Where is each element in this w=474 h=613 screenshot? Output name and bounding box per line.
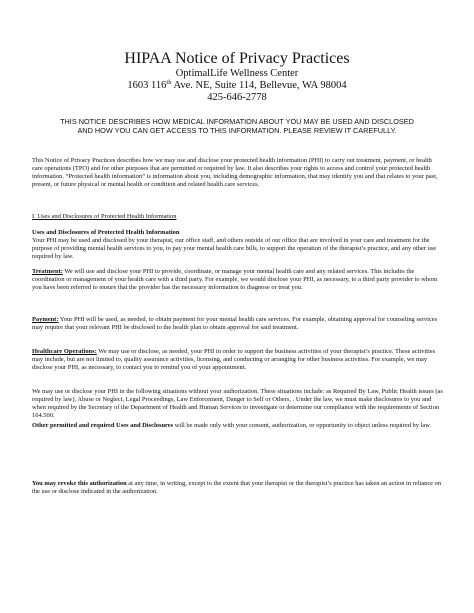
- payment-body: Your PHI will be used, as needed, to obtain payment for your mental health care services. For example, obtaining approval for counseling services may require that your relevant PHI be disclosed to the health plan to obtain approval for said treatment.: [32, 316, 438, 331]
- organization-address: [0, 80, 474, 92]
- organization-name: OptimalLife Wellness Center: [175, 68, 299, 79]
- document-title: HIPAA Notice of Privacy Practices: [124, 50, 350, 67]
- payment-paragraph: [32, 316, 444, 332]
- other-uses-body: will be made only with your consent, authorization, or opportunity to object unless required by law.: [173, 422, 432, 429]
- uses-body: Your PHI may be used and disclosed by your therapist, our office staff, and others outside of our office that are involved in your care and treatment for the purpose of providing mental health services to you, to pay your mental health care bills, to support the operation of the therapist’s practice, and any other use required by law.: [32, 236, 437, 260]
- payment-label: Payment:: [32, 316, 59, 323]
- treatment-label: Treatment:: [32, 268, 63, 275]
- uses-heading: Uses and Disclosures of Protected Health Information: [32, 229, 180, 236]
- revoke-body: at any time, in writing, except to the extent that your therapist or the therapist’s practice has taken an action in reliance on the use or disclose indicated in the authorization.: [32, 480, 442, 495]
- intro-paragraph: This Notice of Privacy Practices describes how we may use and disclose your protected health information (PHI) to carry out treatment, payment, or health care operations (TPO) and for other purposes that are permitted or required by law. It also describes your rights to access and control your protected health information. “Protected health information” is information about you, including demographic information, that may identify you and that relates to your past, present, or future physical or mental health or condition and related health care services.: [32, 157, 438, 188]
- situations-paragraph: We may use or disclose your PHI in the following situations without your authorization. These situations include: as Required By Law, Public Health issues (as required by law), Abuse or Neglect, Legal Proceedings, Law Enforcement, Danger to Self or Others, . Under the law, we must make disclosures to you and when required by the Secretary of the Department of Health and Human Services to investigate or determine our compliance with the requirements of Section 164.500.: [32, 388, 443, 419]
- treatment-paragraph: [32, 268, 444, 292]
- uses-paragraph: [32, 229, 444, 261]
- organization-phone: 425-646-2778: [207, 92, 267, 103]
- other-uses-label: Other permitted and required Uses and Disclosures: [32, 422, 174, 429]
- operations-body: We may use or disclose, as needed, your PHI in order to support the business activities of your therapist’s practice. These activities may include, but are not limited to, quality assurance activities, licensing, and conducting or arranging for other business activities. For example, we may disclose your PHI, as necessary, to contact you to remind you of your appointment.: [32, 348, 436, 371]
- operations-paragraph: [32, 348, 444, 372]
- address-ordinal-suffix: th: [166, 79, 172, 86]
- notice-statement: THIS NOTICE DESCRIBES HOW MEDICAL INFORMATION ABOUT YOU MAY BE USED AND DISCLOSED AND HOW YOU CAN GET ACCESS TO THIS INFORMATION. PLEASE REVIEW IT CAREFULLY.: [60, 117, 414, 136]
- revoke-label: You may revoke this authorization: [32, 480, 127, 487]
- treatment-body: We will use and disclose your PHI to provide, coordinate, or manage your mental health care and any related services. This includes the coordination or management of your health care with a third party. For example, we would disclose your PHI, as necessary, to a third party provider to whom you have been referred to ensure that the provider has the necessary information to diagnose or treat you.: [32, 268, 438, 291]
- revoke-paragraph: [32, 480, 444, 496]
- section-heading: I. Uses and Disclosures of Protected Health Information: [32, 213, 177, 220]
- address-number: 1603 116: [127, 80, 167, 91]
- other-uses-paragraph: [32, 422, 444, 430]
- operations-label: Healthcare Operations:: [32, 348, 97, 355]
- address-street: Ave. NE, Suite 114, Bellevue, WA 98004: [171, 80, 347, 91]
